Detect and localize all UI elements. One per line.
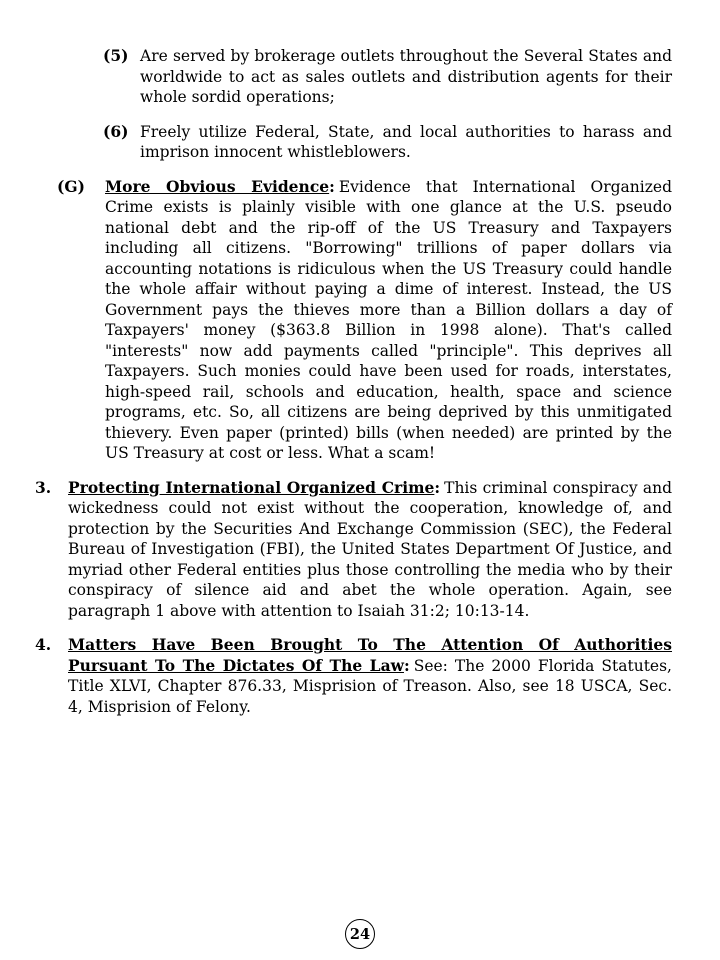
item-heading: Protecting International Organized Crime	[68, 477, 435, 497]
heading-colon: :	[403, 655, 410, 675]
item-label: (G)	[57, 176, 85, 196]
item-body	[105, 177, 672, 464]
paragraph-item-6	[0, 122, 672, 163]
page-number-badge: 24	[345, 919, 375, 949]
item-label: 3.	[35, 477, 52, 497]
heading-colon: :	[434, 477, 441, 497]
item-heading: More Obvious Evidence	[105, 176, 330, 196]
page-number-container	[0, 919, 720, 949]
item-label: (5)	[103, 46, 129, 65]
paragraph-item-5	[0, 46, 672, 108]
item-body	[68, 478, 672, 622]
item-label: (6)	[103, 121, 129, 141]
item-body: Freely utilize Federal, State, and local authorities to harass and imprison innocent whistleblowers.	[140, 122, 672, 161]
item-body-text: Evidence that International Organized Crime exists is plainly visible with one glance at the U.S. pseudo national debt and the rip-off of the US Treasury and Taxpayers including all citizens. "Borrowing" trillions of paper dollars via accounting notations is ridiculous when the US Treasury could handle the whole affair without paying a dime of interest. Instead, the US Government pays the thieves more than a Billion dollars a day of Taxpayers' money ($363.8 Billion in 1998 alone). That's called "interests" now add payments called "principle". This deprives all Taxpayers. Such monies could have been used for roads, interstates, high-speed rail, schools and education, health, space and science programs, etc. So, all citizens are being deprived by this unmitigated thievery. Even paper (printed) bills (when needed) are printed by the US Treasury at cost or less. What a scam!	[105, 177, 672, 462]
item-body-text: This criminal conspiracy and wickedness could not exist without the cooperation, knowledge of, and protection by the Securities And Exchange Commission (SEC), the Federal Bureau of Investigation (FBI), the United States Department Of Justice, and myriad other Federal entities plus those controlling the media who by their conspiracy of silence aid and abet the whole operation. Again, see paragraph 1 above with attention to Isaiah 31:2; 10:13-14.	[68, 478, 672, 620]
item-body: Are served by brokerage outlets throughout the Several States and worldwide to act as sales outlets and distribution agents for their whole sordid operations;	[140, 47, 672, 106]
paragraph-item-4	[0, 635, 672, 717]
item-body-text: See: The 2000 Florida Statutes, Title XLVI, Chapter 876.33, Misprision of Treason. Also, see 18 USCA, Sec. 4, Misprision of Felony.	[68, 656, 672, 716]
heading-colon: :	[329, 176, 335, 196]
paragraph-item-3	[0, 478, 672, 622]
item-heading: Matters Have Been Brought To The Attention Of Authorities Pursuant To The Dictates Of The Law	[68, 635, 672, 675]
paragraph-item-G	[0, 177, 672, 464]
item-body	[68, 635, 672, 717]
item-label: 4.	[35, 635, 52, 654]
